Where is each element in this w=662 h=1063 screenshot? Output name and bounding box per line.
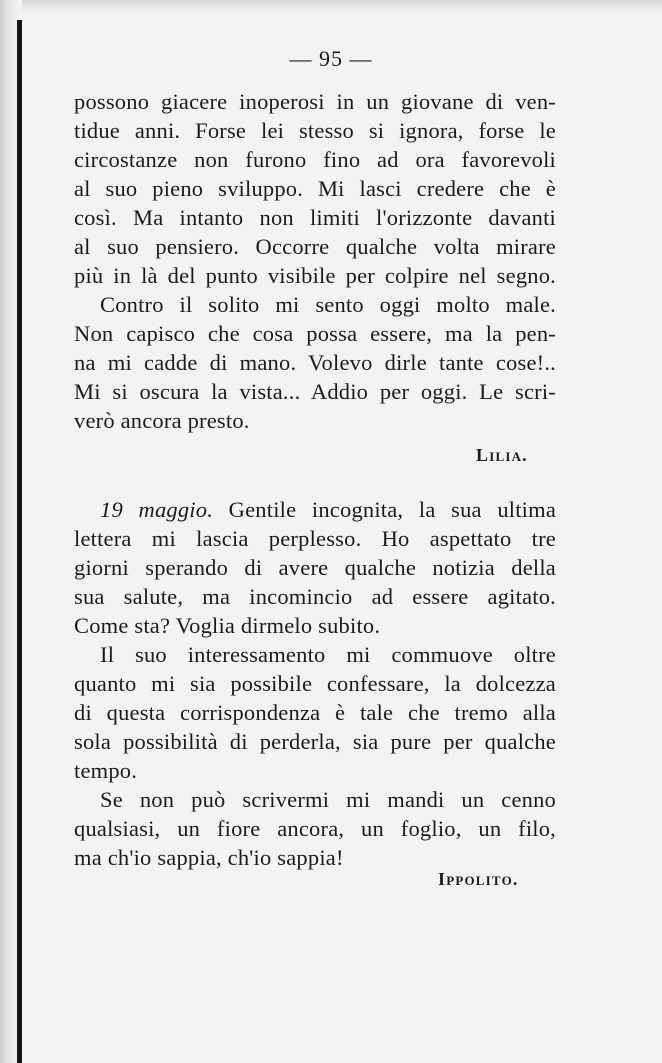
text-line: Se non può scrivermi mi mandi un cenno	[100, 787, 556, 812]
letter-ippolito-body	[74, 495, 556, 872]
text-line: tidue anni. Forse lei stesso si ignora, forse le	[74, 118, 556, 143]
text-line: Contro il solito mi sento oggi molto male.	[100, 292, 556, 317]
letter-lilia-body	[74, 87, 556, 435]
page-top-shadow	[0, 0, 662, 14]
text-line: ma ch'io sappia, ch'io sappia!	[74, 845, 344, 870]
signature-lilia: Lilia.	[476, 445, 528, 465]
letter-date: 19 maggio.	[100, 497, 214, 522]
text-line: qualsiasi, un fiore ancora, un foglio, un filo,	[74, 816, 556, 841]
text-line: Non capisco che cosa possa essere, ma la pen-	[74, 321, 556, 346]
text-line: al suo pensiero. Occorre qualche volta mirare	[74, 234, 556, 259]
text-line-rest: Gentile incognita, la sua ultima	[228, 497, 557, 522]
text-line-dated	[74, 495, 556, 524]
book-spine-edge	[17, 20, 22, 1063]
text-line: Mi si oscura la vista... Addio per oggi. Le scri-	[74, 379, 556, 404]
text-line: possono giacere inoperosi in un giovane di ven-	[74, 89, 556, 114]
text-line: giorni sperando di avere qualche notizia della	[74, 555, 556, 580]
text-line: tempo.	[74, 758, 138, 783]
text-line: Il suo interessamento mi commuove oltre	[100, 642, 556, 667]
text-line: di questa corrispondenza è tale che tremo alla	[74, 700, 556, 725]
text-line: al suo pieno sviluppo. Mi lasci credere che è	[74, 176, 556, 201]
page-number: — 95 —	[289, 46, 373, 71]
signature-ippolito: Ippolito.	[438, 869, 519, 889]
text-line: na mi cadde di mano. Volevo dirle tante cose!..	[74, 350, 556, 375]
text-line: sua salute, ma incomincio ad essere agitato.	[74, 584, 556, 609]
text-line: lettera mi lascia perplesso. Ho aspettato tre	[74, 526, 556, 551]
text-line: quanto mi sia possibile confessare, la dolcezza	[74, 671, 556, 696]
text-line: circostanze non furono fino ad ora favorevoli	[74, 147, 556, 172]
text-line: così. Ma intanto non limiti l'orizzonte davanti	[74, 205, 556, 230]
text-line: verò ancora presto.	[74, 408, 250, 433]
text-line: più in là del punto visibile per colpire nel segno.	[74, 263, 556, 288]
text-line: Come sta? Voglia dirmelo subito.	[74, 613, 381, 638]
text-line: sola possibilità di perderla, sia pure per qualche	[74, 729, 556, 754]
